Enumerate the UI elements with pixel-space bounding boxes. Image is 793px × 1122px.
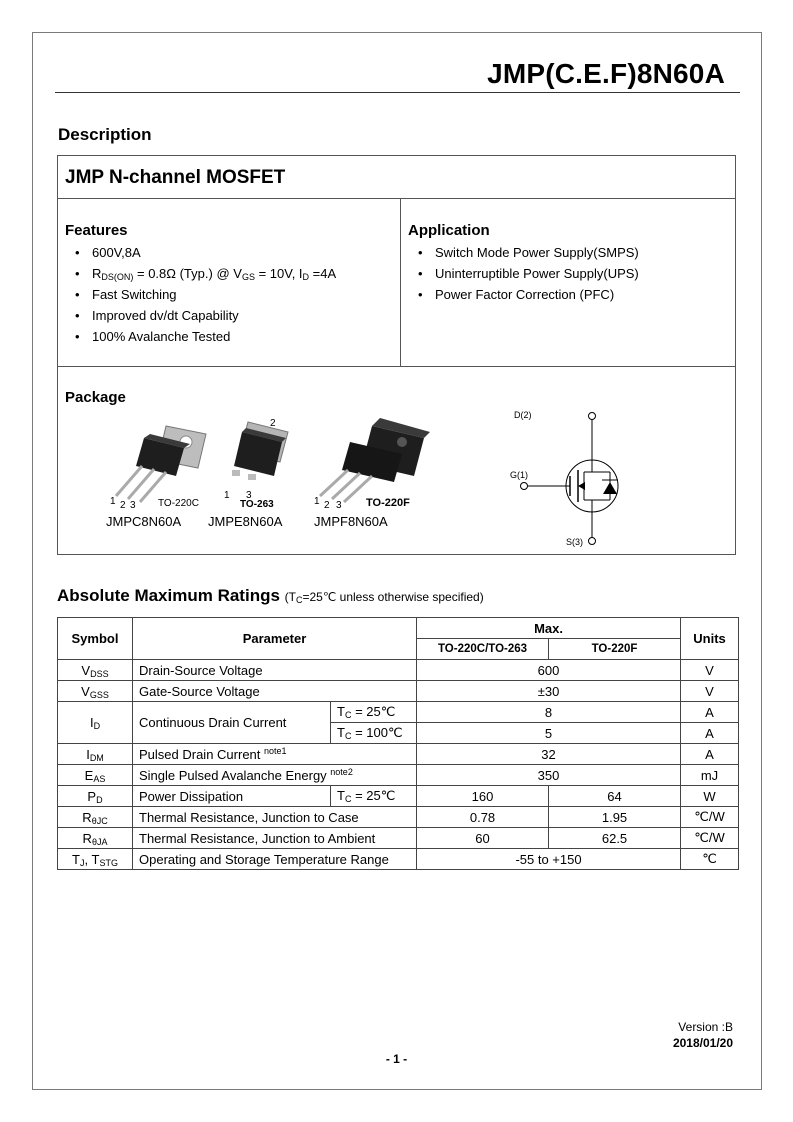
list-item: • $R_{DS(ON)} = 0.8\Omega$ (Typ.) @ $V_{GS} = 10V$, $I_D =4A$ bbox=[65, 263, 336, 284]
pin-label: 1 bbox=[314, 496, 320, 507]
version-label: Version :B bbox=[678, 1020, 733, 1034]
list-item: • Improved dv/dt Capability bbox=[65, 305, 336, 326]
pin-label: 1 bbox=[110, 496, 116, 507]
header-pkg1: TO-220C/TO-263 bbox=[417, 639, 549, 660]
column-divider bbox=[400, 199, 401, 366]
header-pkg2: TO-220F bbox=[549, 639, 681, 660]
header-max: Max. bbox=[417, 618, 681, 639]
header-units: Units bbox=[681, 618, 739, 660]
table-row: $T_J$, $T_{STG}$ Operating and Storage Temperature Range -55 to +150 ℃ bbox=[58, 849, 739, 870]
to-220f-package-image bbox=[310, 412, 440, 508]
to-263-package-image bbox=[218, 418, 298, 508]
page-number: - 1 - bbox=[385, 1052, 408, 1066]
table-row: $V_{GSS}$ Gate-Source Voltage ±30 V bbox=[58, 681, 739, 702]
features-heading: Features bbox=[65, 222, 128, 239]
pin-label: 3 bbox=[336, 500, 342, 508]
product-title: JMP N-channel MOSFET bbox=[65, 167, 286, 188]
package-type-label: TO-263 bbox=[240, 499, 274, 508]
table-row: $V_{DSS}$ Drain-Source Voltage 600 V bbox=[58, 660, 739, 681]
absolute-maximum-ratings-table bbox=[57, 617, 739, 870]
header-parameter: Parameter bbox=[133, 618, 417, 660]
description-heading: Description bbox=[58, 125, 152, 144]
application-list bbox=[408, 242, 639, 305]
pin-label: 1 bbox=[224, 490, 230, 501]
features-list bbox=[65, 242, 336, 347]
row-divider bbox=[58, 366, 735, 367]
document-title: JMP(C.E.F)8N60A bbox=[487, 58, 725, 89]
title-rule bbox=[55, 92, 740, 93]
pin-label: 2 bbox=[270, 418, 276, 429]
table-row: $P_D$ Power Dissipation $T_C$ = 25℃ 160 64 W bbox=[58, 786, 739, 807]
table-row: $R_{\theta JC}$ Thermal Resistance, Junction to Case 0.78 1.95 ℃/W bbox=[58, 807, 739, 828]
table-row: $I_D$ Continuous Drain Current $T_C$ = 25℃ 8 A bbox=[58, 702, 739, 723]
package-type-label: TO-220C bbox=[158, 498, 199, 508]
ratings-heading: Absolute Maximum Ratings ($T_C=25℃$ unless otherwise specified) bbox=[57, 586, 484, 605]
table-row: $T_C$ = 100℃ 5 A bbox=[58, 723, 739, 744]
list-item: • Switch Mode Power Supply(SMPS) bbox=[408, 242, 639, 263]
pin-label: 3 bbox=[246, 490, 252, 501]
list-item: • Power Factor Correction (PFC) bbox=[408, 284, 639, 305]
list-item: • Fast Switching bbox=[65, 284, 336, 305]
pin-label: 2 bbox=[120, 500, 126, 508]
description-box bbox=[57, 155, 736, 555]
product-title-bar bbox=[58, 156, 735, 199]
package-type-label: TO-220F bbox=[366, 497, 410, 508]
list-item: • Uninterruptible Power Supply(UPS) bbox=[408, 263, 639, 284]
table-row: $R_{\theta JA}$ Thermal Resistance, Junction to Ambient 60 62.5 ℃/W bbox=[58, 828, 739, 849]
date-label: 2018/01/20 bbox=[672, 1036, 733, 1050]
to-220c-package-image bbox=[106, 418, 216, 508]
table-row: $E_{AS}$ Single Pulsed Avalanche Energy $^{note2}$ 350 mJ bbox=[58, 765, 739, 786]
list-item: • 100% Avalanche Tested bbox=[65, 326, 336, 347]
header-symbol: Symbol bbox=[58, 618, 133, 660]
drain-pin-label: D(2) bbox=[514, 410, 532, 420]
source-pin-label: S(3) bbox=[566, 537, 584, 547]
table-header-row bbox=[58, 618, 739, 639]
part-name-f: JMPF8N60A bbox=[314, 514, 388, 529]
package-heading: Package bbox=[65, 389, 126, 406]
mosfet-symbol bbox=[510, 406, 630, 550]
list-item: • 600V,8A bbox=[65, 242, 336, 263]
part-name-c: JMPC8N60A bbox=[106, 514, 182, 529]
part-name-e: JMPE8N60A bbox=[208, 514, 283, 529]
pin-label: 2 bbox=[324, 500, 330, 508]
pin-label: 3 bbox=[130, 500, 136, 508]
application-heading: Application bbox=[408, 222, 490, 239]
gate-pin-label: G(1) bbox=[510, 470, 528, 480]
table-row: $I_{DM}$ Pulsed Drain Current $^{note1}$ 32 A bbox=[58, 744, 739, 765]
